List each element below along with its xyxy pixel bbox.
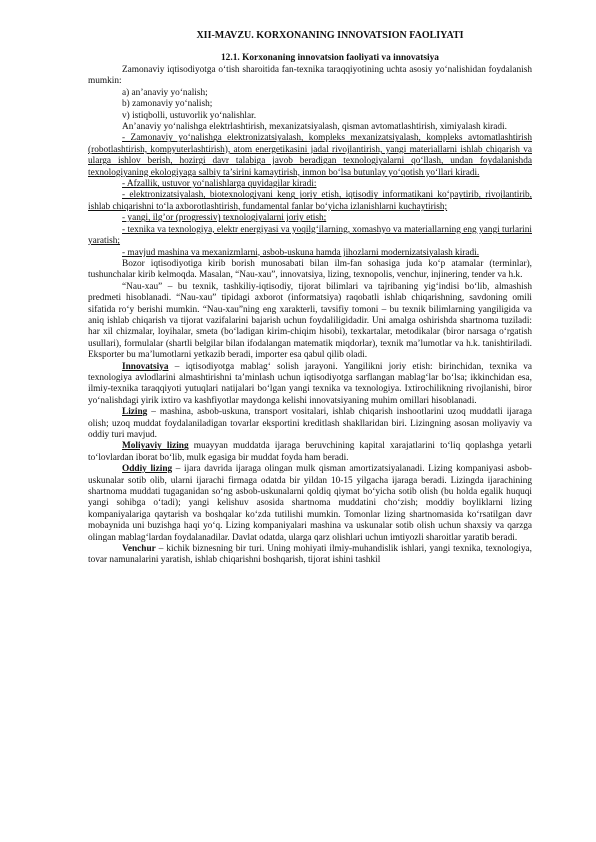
simple-leasing-term: Oddiy lizing [122, 464, 173, 475]
financial-leasing-term: Moliyaviy lizing [122, 441, 189, 452]
nauxau-paragraph: “Nau-xau” – bu texnik, tashkiliy-iqtisodiy, tijorat bilimlari va tajribaning yig‘indisi bo‘lib, almashish predmeti hisoblanadi. “Nau-xau” tipidagi axborot (informatsiya) raqobatli ishlab chiqarishning, savdoning omili sifatida ro‘y berishi mumkin. “Nau-xau”ning eng xarakterli, tavsifiy tomoni – bu texnik bilimlarning yangiligida va aniq ishlab chiqarish va tijorat vazifalarini bajarish uchun foydaliligidadir. Uni amalga oshirishda shartnoma tuziladi: har xil chizmalar, loyihalar, smeta (bo‘ladigan kirim-chiqim hisobi), texkartalar, metodikalar (biror narsaga o‘rgatish usullari), formulalar (shartli belgilar bilan ifodalangan matematik miqdorlar), texnik ma’lumotlar va h.k. tanishtiriladi. Eksporter bu ma’lumotlarni yetkazib beradi, importer esa qabul qilib oladi. [88, 281, 532, 361]
simple-leasing-definition: – ijara davrida ijaraga olingan mulk qisman amortizatsiyalanadi. Lizing kompaniyasi asbob-uskunalar sotib olib, ularni ijarachi firmaga odatda bir yildan 10-15 yilgacha ijaraga beradi. Lizingda ijarachining shartnoma muddati tugaganidan so‘ng asbob-uskunalarni qoldiq qiymat bo‘yicha sotib olish (bu holda egalik huquqi yangi sohibga o‘tadi); yangi kelishuv asosida shartnoma muddatini cho‘zish; moddiy boyliklarni lizing kompaniyalariga qaytarish va boshqalar ko‘zda tutilishi mumkin. Tomonlar lizing shartnomasida ko‘rsatilgan davr mobaynida uni buzishga haqi yo‘q. Lizing kompaniyalari mashina va uskunalar sotib olish uchun shaxsiy va qarzga olingan mablag‘lardan foydalanadilar. Davlat odatda, ularga qarz olishlari uchun imtiyozli sharoitlar yaratib beradi. [88, 464, 532, 543]
venture-term: Venchur [122, 544, 156, 555]
priority-item: - mavjud mashina va mexanizmlarni, asbob-uskuna hamda jihozlarni modernizatsiyalash kiradi. [122, 247, 480, 258]
venture-definition: – kichik biznesning bir turi. Uning mohiyati ilmiy-muhandislik ishlari, yangi texnika, texnologiya, tovar namunalarini yaratish, ishlab chiqarishni boshqarish, tijorat ishini tashkil [88, 544, 532, 566]
modern-paragraph: - Zamonaviy yo‘nalishga elektronizatsiyalash, kompleks mexanizatsiyalash, kompleks avtomatlashtirish (robotlashtirish, kompyuterlashtirish), atom energetikasini jadal rivojlantirish, yangi materiallarni ishlab chiqarish va ularga ishlov berish, hozirgi davr talabiga javob beradigan texnologiyalarni qo‘llash, undan foydalanishda texnologiyaning ekologiyaga salbiy ta’sirini kamaytirish, inmon bo‘lsa butunlay yo‘qotish yo‘llari kiradi. [88, 133, 532, 178]
traditional-paragraph: An’anaviy yo‘nalishga elektrlashtirish, mexanizatsiyalash, qisman avtomatlashtirish, ximiyalash kiradi. [122, 122, 507, 133]
innovation-definition: – iqtisodiyotga mablag‘ solish jarayoni. Yangilikni joriy etish: birinchidan, texnika va texnologiya avlodlarini almashtirishni ta’minlash uchun iqtisodiyotga sarflangan mablag‘lar bo‘lsa; ikkinchidan esa, ilmiy-texnika taraqqiyoti yutuqlari natijalari bo‘lgan yangi texnika va texnologiya. Ixtirochilikning rivojlanishi, biror yo‘nalishdagi yirik ixtiro va kashfiyotlar maydonga kelishi innovatsiyaning muhim omillari hisoblanadi. [88, 361, 532, 406]
leasing-term: Lizing [122, 407, 148, 418]
list-item-a: a) an’anaviy yo‘nalish; [122, 87, 208, 98]
venture-paragraph [88, 544, 532, 567]
list-item-v: v) istiqbolli, ustuvorlik yo‘nalishlar. [122, 110, 257, 121]
leasing-paragraph [88, 407, 532, 441]
chapter-title: XII-MAVZU. KORXONANING INNOVATSION FAOLIYATI [196, 30, 464, 41]
list-item-b: b) zamonaviy yo‘nalish; [122, 99, 213, 110]
leasing-definition: – mashina, asbob-uskuna, transport vositalari, ishlab chiqarish inshootlarini uzoq muddatli ijaraga olish; uzoq muddat foydalaniladigan tovarlar eksportini kreditlash shakllaridan biri. Lizingning asosan moliyaviy va oddiy turi mavjud. [88, 407, 532, 440]
priority-item: - texnika va texnologiya, elektr energiyasi va yoqilg‘ilarning, xomashyo va materiallarning eng yangi turlarini yaratish; [88, 224, 532, 247]
simple-leasing-paragraph [88, 464, 532, 544]
terms-paragraph: Bozor iqtisodiyotiga kirib borish munosabati bilan ilm-fan sohasiga juda ko‘p atamalar (terminlar), tushunchalar kirib kelmoqda. Masalan, “Nau-xau”, innovatsiya, lizing, texnopolis, venchur, injinering, tender va h.k. [88, 258, 532, 281]
financial-leasing-paragraph [88, 441, 532, 464]
priority-item: - elektronizatsiyalash, biotexnologiyani keng joriy etish, iqtisodiy informatikani ko‘paytirib, rivojlantirib, ishlab chiqarishni to‘la axborotlashtirish, fundamental fanlar bo‘yicha izlanishlarni kuchaytirish; [88, 190, 532, 212]
priority-intro: - Afzallik, ustuvor yo‘nalishlarga quyidagilar kiradi: [122, 179, 317, 190]
financial-leasing-definition: muayyan muddatda ijaraga beruvchining kapital xarajatlarini to‘liq qoplashga yetarli to‘lovlardan iborat bo‘lib, mulk egasiga bir muddat foyda ham beradi. [88, 441, 532, 463]
priority-item: - yangi, ilg’or (progressiv) texnologiyalarni joriy etish; [122, 213, 327, 224]
intro-paragraph: Zamonaviy iqtisodiyotga o‘tish sharoitida fan-texnika taraqqiyotining uchta asosiy yo‘nalishidan foydalanish mumkin: [88, 65, 532, 87]
innovation-paragraph [88, 362, 532, 408]
section-title: 12.1. Korxonaning innovatsion faoliyati va innovatsiya [220, 53, 439, 63]
innovation-term: Innovatsiya [122, 361, 169, 372]
